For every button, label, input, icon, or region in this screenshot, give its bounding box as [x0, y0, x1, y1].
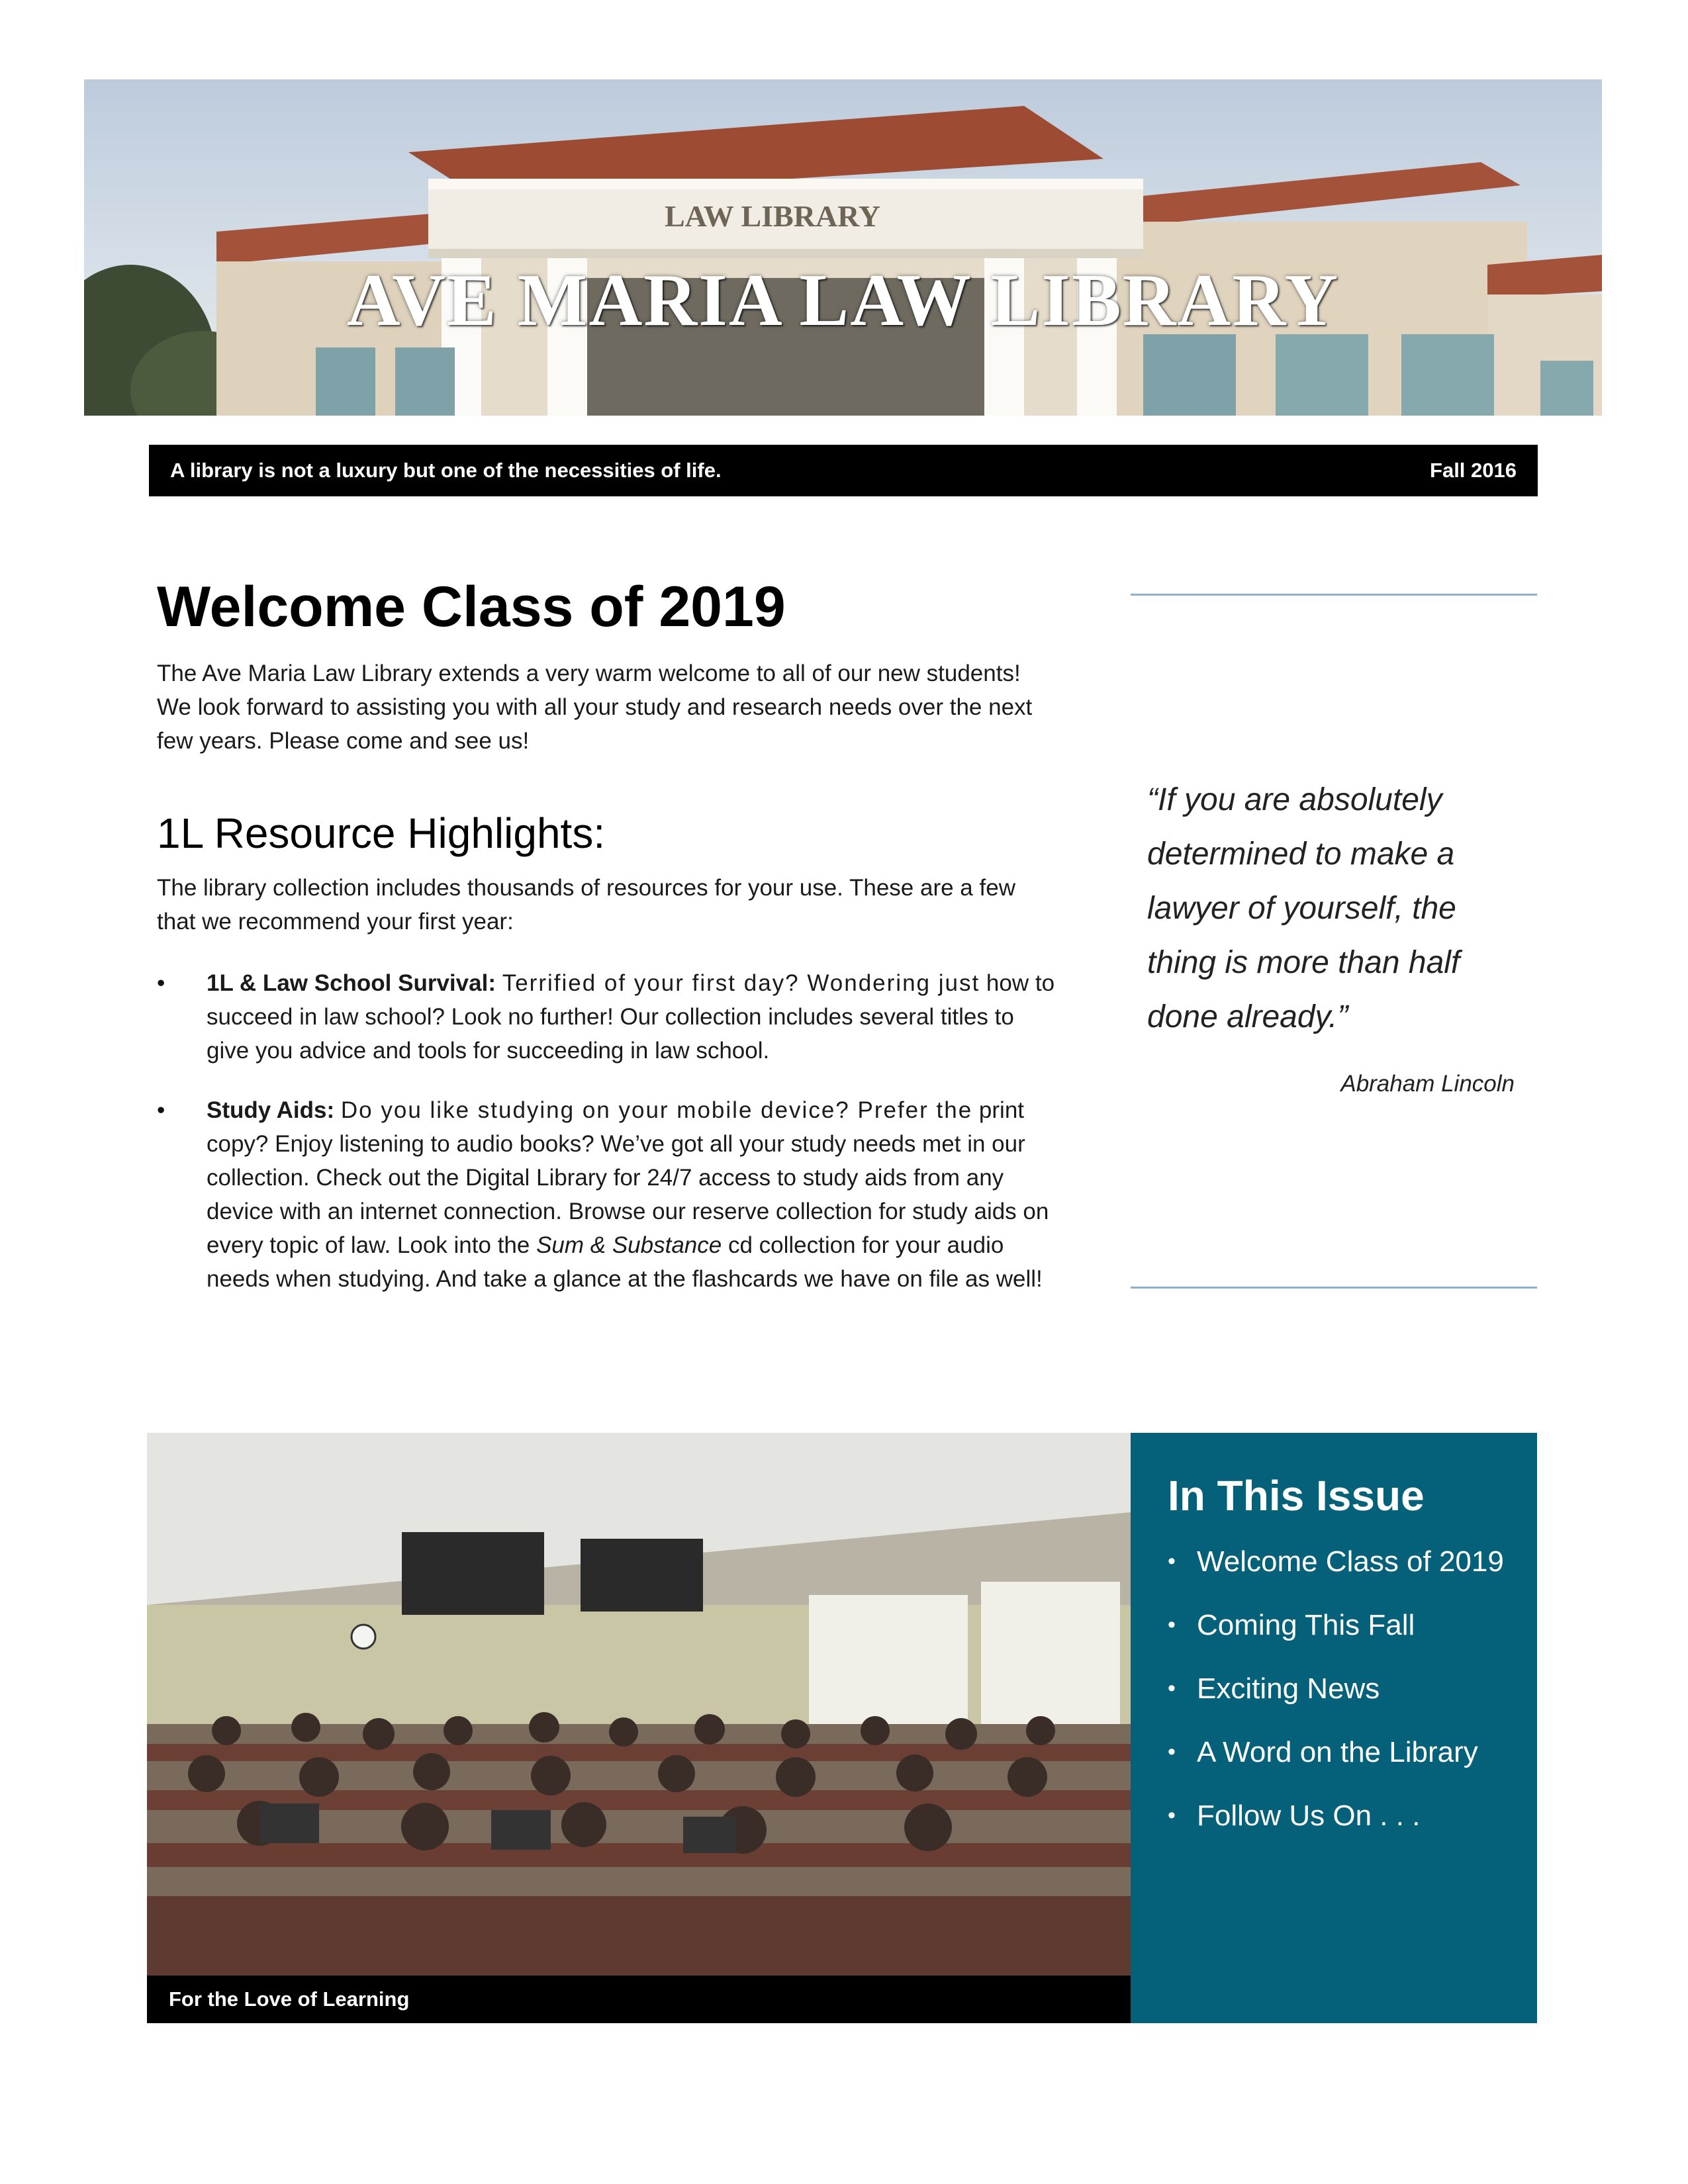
quote-bottom-rule — [1131, 1287, 1537, 1289]
article-body: The Ave Maria Law Library extends a very warm welcome to all of our new students! We look forward to assisting you with all your study and research needs over the next few years. Please come and see us! — [157, 660, 1033, 754]
quote-top-rule — [1131, 594, 1537, 596]
bullet-text: cd collection for your audio needs when studying. And take a glance at the flashcards we have on file as well! — [207, 1232, 1043, 1292]
highlights-heading: 1L Resource Highlights: — [157, 809, 606, 857]
law-library-building-illustration — [84, 79, 1602, 416]
issue-item: • A Word on the Library — [1168, 1735, 1525, 1770]
bullet-text-italic: Sum & Substance — [536, 1232, 722, 1258]
bullet-lead: 1L & Law School Survival: — [207, 970, 496, 996]
bullet-lead: Study Aids: — [207, 1097, 335, 1123]
bullet-text: Do you like studying on your mobile device? Prefer the — [340, 1097, 973, 1123]
masthead-title: AVE MARIA LAW LIBRARY — [346, 259, 1340, 341]
classroom-photo — [147, 1433, 1131, 1976]
tagline-bar — [149, 445, 1538, 496]
pull-quote: “If you are absolutely determined to make a lawyer of yourself, the thing is more than half done already.” — [1147, 782, 1460, 1034]
highlights-intro: The library collection includes thousands of resources for your use. These are a few that we recommend your first year: — [157, 875, 1015, 934]
bullet-text: how to succeed in law school? Look no further! Our collection includes several titles to give you advice and tools for succeeding in law school. — [207, 970, 1055, 1064]
issue-item: • Exciting News — [1168, 1671, 1525, 1706]
in-this-issue-panel — [1131, 1433, 1537, 2023]
issue-panel-title: In This Issue — [1168, 1472, 1425, 1520]
issue-label: Fall 2016 — [1430, 459, 1517, 482]
bullet-icon: • — [157, 1097, 165, 1123]
article-title: Welcome Class of 2019 — [157, 575, 786, 639]
bullet-text: Terrified of your first day? Wondering just — [502, 970, 980, 996]
tagline-text: A library is not a luxury but one of the necessities of life. — [170, 459, 722, 482]
masthead-image — [84, 79, 1602, 416]
issue-item: • Follow Us On . . . — [1168, 1798, 1525, 1833]
classroom-illustration — [147, 1433, 1131, 1976]
building-sign-text: LAW LIBRARY — [665, 199, 880, 233]
issue-item: • Welcome Class of 2019 — [1168, 1544, 1525, 1579]
issue-list — [1168, 1544, 1525, 1862]
issue-item: • Coming This Fall — [1168, 1608, 1525, 1643]
photo-caption: For the Love of Learning — [147, 1976, 1131, 2023]
bullet-text: print copy? Enjoy listening to audio books? We’ve got all your study needs met in our collection. Check out the Digital Library for 24/7 access to study aids from any device with an internet connection. Browse our reserve collection for study aids on every topic of law. Look into the — [207, 1097, 1049, 1258]
quote-author: Abraham Lincoln — [1340, 1071, 1515, 1097]
bullet-icon: • — [157, 970, 165, 996]
